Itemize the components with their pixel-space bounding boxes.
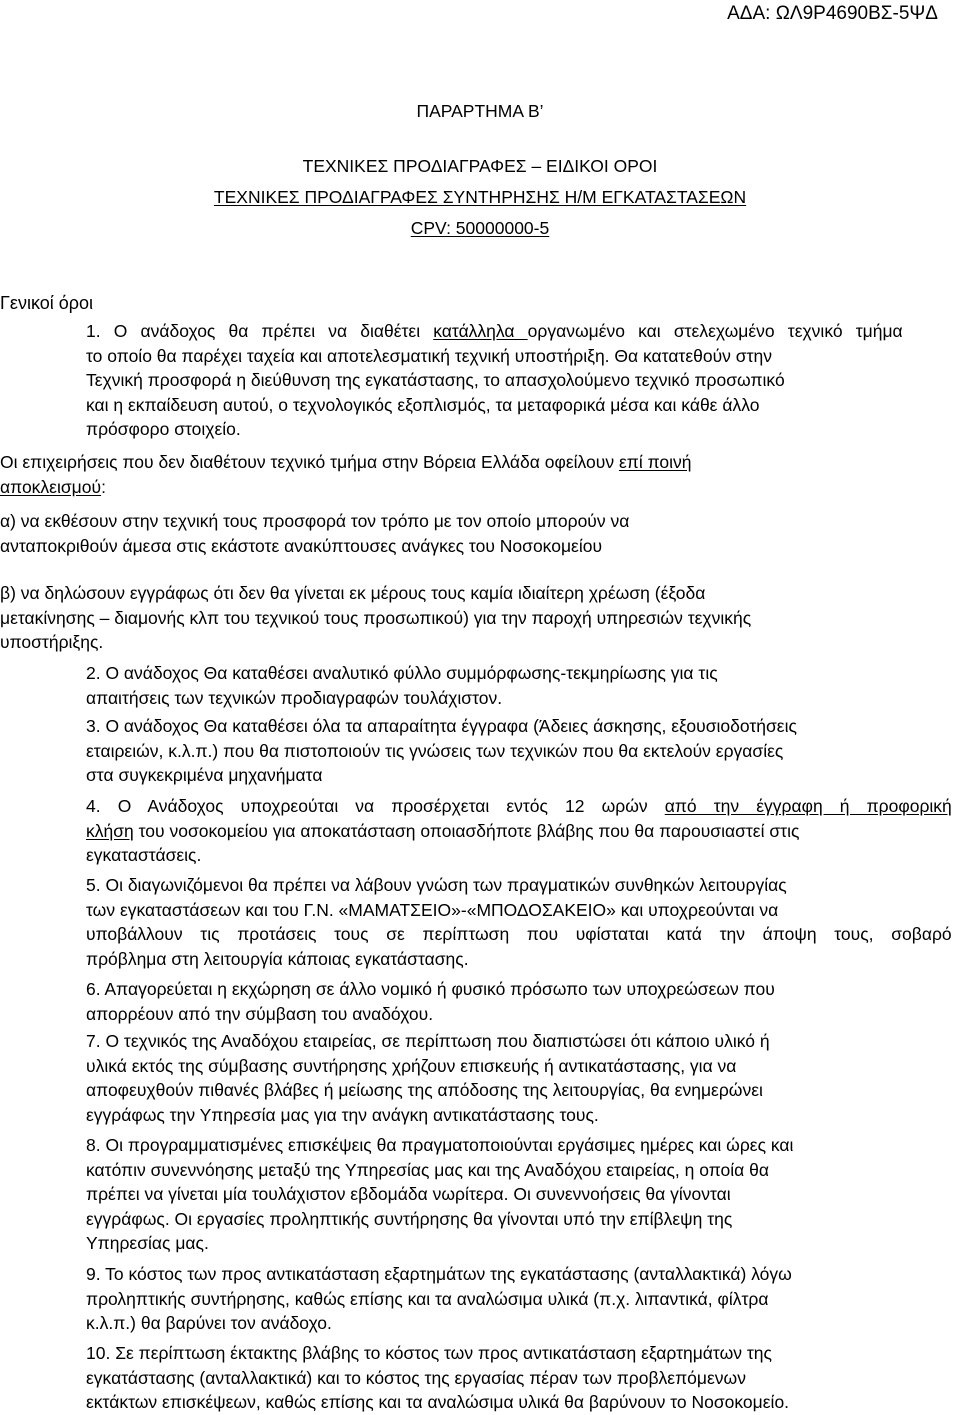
cond-a-line-2: ανταποκριθούν άμεσα στις εκάστοτε ανακύπτουσες ανάγκες του Νοσοκομείου (0, 535, 603, 556)
paragraph-1 (86, 319, 952, 442)
north-underlined-exclusion: αποκλεισμού (0, 476, 102, 497)
p4-line-1: 4. Ο Ανάδοχος υποχρεούται να προσέρχεται εντός 12 ωρών από την έγγραφη ή προφορική (86, 796, 952, 816)
north-underlined-penalty: επί ποινή (618, 452, 692, 472)
p8-line-2: κατόπιν συνεννόησης μεταξύ της Υπηρεσίας μας και της Αναδόχου εταιρείας, η οποία θα (86, 1159, 769, 1180)
p5-line-2: των εγκαταστάσεων και του Γ.Ν. «ΜΑΜΑΤΣΕΙΟ»-«ΜΠΟΔΟΣΑΚΕΙΟ» και υποχρεούνται να (86, 899, 779, 920)
paragraph-2 (86, 661, 952, 710)
paragraph-10 (86, 1341, 952, 1415)
document-titles (0, 96, 960, 244)
p1-line-3: Τεχνική προσφορά η διεύθυνση της εγκατάστασης, το απασχολούμενο τεχνικό προσωπικό (86, 370, 785, 390)
section-heading-general-terms: Γενικοί όροι (0, 293, 93, 313)
p9-line-1: 9. Το κόστος των προς αντικατάσταση εξαρτημάτων της εγκατάστασης (ανταλλακτικά) λόγω (86, 1264, 792, 1284)
p1-line-5: πρόσφορο στοιχείο. (86, 419, 241, 439)
p8-line-5: Υπηρεσίας μας. (86, 1233, 209, 1253)
title-special-terms: ΤΕΧΝΙΚΕΣ ΠΡΟΔΙΑΓΡΑΦΕΣ – ΕΙΔΙΚΟΙ ΟΡΟΙ (302, 156, 658, 176)
paragraph-5 (86, 873, 952, 971)
north-line-2: αποκλεισμού: (0, 476, 106, 497)
p7-line-4: εγγράφως την Υπηρεσία μας για την ανάγκη αντικατάστασης τους. (86, 1104, 599, 1125)
p6-line-1: 6. Απαγορεύεται η εκχώρηση σε άλλο νομικό ή φυσικό πρόσωπο των υποχρεώσεων που (86, 979, 775, 999)
p10-line-3: εκτάκτων επισκέψεων, καθώς επίσης και τα αναλώσιμα υλικά θα βαρύνουν το Νοσοκομείο. (86, 1392, 790, 1412)
paragraph-7 (86, 1029, 952, 1127)
cond-b-line-3: υποστήριξης. (0, 632, 104, 652)
p4-underlined-call-1: από την έγγραφη ή προφορική (664, 796, 952, 816)
paragraph-north-greece (0, 450, 952, 499)
p3-line-1: 3. Ο ανάδοχος Θα καταθέσει όλα τα απαραίτητα έγγραφα (Άδειες άσκησης, εξουσιοδοτήσεις (86, 716, 797, 736)
p5-line-3: υποβάλλουν τις προτάσεις τους σε περίπτωση που υφίσταται κατά την άποψη τους, σοβαρό (86, 924, 952, 944)
p8-line-4: εγγράφως. Οι εργασίες προληπτικής συντήρησης θα γίνονται υπό την επίβλεψη της (86, 1208, 733, 1229)
p7-line-3: αποφευχθούν πιθανές βλάβες ή μείωσης της απόδοσης της λειτουργίας, θα ενημερώνει (86, 1080, 763, 1100)
paragraph-4 (86, 794, 952, 868)
p3-line-2: εταιρειών, κ.λ.π.) που θα πιστοποιούν τις γνώσεις των τεχνικών που θα εκτελούν εργασίες (86, 740, 784, 761)
p1-underlined-word: κατάλληλα (433, 321, 528, 341)
cond-a-line-1: α) να εκθέσουν στην τεχνική τους προσφορά τον τρόπο με τον οποίο μπορούν να (0, 511, 630, 531)
paragraph-condition-a (0, 509, 952, 558)
paragraph-3 (86, 714, 952, 788)
p2-line-2: απαιτήσεις των τεχνικών προδιαγραφών τουλάχιστον. (86, 687, 503, 708)
p9-line-3: κ.λ.π.) θα βαρύνει τον ανάδοχο. (86, 1313, 332, 1333)
p1-line-4: και η εκπαίδευση αυτού, ο τεχνολογικός εξοπλισμός, τα μεταφορικά μέσα και κάθε άλλο (86, 394, 760, 415)
p4-underlined-call-2: κλήση (86, 820, 134, 841)
paragraph-6 (86, 977, 952, 1026)
p8-line-1: 8. Οι προγραμματισμένες επισκέψεις θα πραγματοποιούνται εργάσιμες ημέρες και ώρες και (86, 1135, 794, 1155)
p4-line-3: εγκαταστάσεις. (86, 845, 202, 865)
p8-line-3: πρέπει να γίνεται μία τουλάχιστον εβδομάδα νωρίτερα. Οι συνεννοήσεις θα γίνονται (86, 1184, 731, 1204)
p7-line-1: 7. Ο τεχνικός της Αναδόχου εταιρείας, σε περίπτωση που διαπιστώσει ότι κάποιο υλικό ή (86, 1031, 770, 1051)
p3-line-3: στα συγκεκριμένα μηχανήματα (86, 765, 323, 785)
north-line-1: Οι επιχειρήσεις που δεν διαθέτουν τεχνικό τμήμα στην Βόρεια Ελλάδα οφείλουν επί ποινή (0, 452, 692, 472)
annex-title: ΠΑΡΑΡΤΗΜΑ Β’ (416, 101, 544, 121)
p1-line-1: 1. Ο ανάδοχος θα πρέπει να διαθέτει κατάλληλα οργανωμένο και στελεχωμένο τεχνικό τμήμα (86, 321, 903, 341)
cond-b-line-2: μετακίνησης – διαμονής κλπ του τεχνικού τους προσωπικού) για την παροχή υπηρεσιών τεχνικής (0, 607, 752, 628)
p6-line-2: απορρέουν από την σύμβαση του αναδόχου. (86, 1003, 434, 1024)
title-maintenance-specs: ΤΕΧΝΙΚΕΣ ΠΡΟΔΙΑΓΡΑΦΕΣ ΣΥΝΤΗΡΗΣΗΣ Η/Μ ΕΓΚΑΤΑΣΤΑΣΕΩΝ (213, 187, 747, 207)
document-ada-code: ΑΔΑ: ΩΛ9Ρ4690ΒΣ-5ΨΔ (727, 3, 938, 24)
p9-line-2: προληπτικής συντήρησης, καθώς επίσης και τα αναλώσιμα υλικά (π.χ. λιπαντικά, φίλτρα (86, 1288, 769, 1309)
paragraph-9 (86, 1262, 952, 1336)
paragraph-8 (86, 1133, 952, 1256)
cond-b-line-1: β) να δηλώσουν εγγράφως ότι δεν θα γίνεται εκ μέρους τους καμία ιδιαίτερη χρέωση (έξοδα (0, 583, 706, 603)
p5-line-4: πρόβλημα στη λειτουργία κάποιας εγκατάστασης. (86, 948, 469, 969)
p10-line-2: εγκατάστασης (ανταλλακτικά) και το κόστος της εργασίας πέραν των προβλεπόμενων (86, 1367, 746, 1388)
cpv-code: CPV: 50000000-5 (410, 218, 550, 238)
paragraph-condition-b (0, 581, 952, 655)
p7-line-2: υλικά εκτός της σύμβασης συντήρησης χρήζουν επισκευής ή αντικατάστασης, για να (86, 1055, 737, 1076)
p10-line-1: 10. Σε περίπτωση έκτακτης βλάβης το κόστος των προς αντικατάσταση εξαρτημάτων της (86, 1343, 772, 1363)
p2-line-1: 2. Ο ανάδοχος Θα καταθέσει αναλυτικό φύλλο συμμόρφωσης-τεκμηρίωσης για τις (86, 663, 718, 683)
p5-line-1: 5. Οι διαγωνιζόμενοι θα πρέπει να λάβουν γνώση των πραγματικών συνθηκών λειτουργίας (86, 875, 787, 895)
p4-line-2: κλήση του νοσοκομείου για αποκατάσταση οποιασδήποτε βλάβης που θα παρουσιαστεί στις (86, 820, 800, 841)
p1-line-2: το οποίο θα παρέχει ταχεία και αποτελεσματική τεχνική υποστήριξη. Θα κατατεθούν στην (86, 345, 772, 366)
